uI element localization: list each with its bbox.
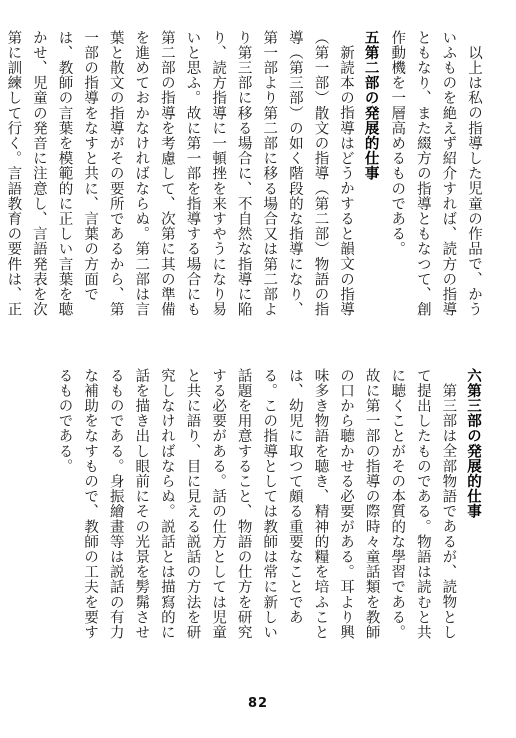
section-heading-5: 五第二部の発展的仕事	[362, 30, 380, 181]
upper-text-block	[5, 30, 486, 318]
paragraph-section-5: 新読本の指導はどうかすると韻文の指導（第一部）散文の指導（第二部）物語の指導（第三部）の如く階段的な指導になり、第一部より第二部に移る場合又は第二部より第三部に移る場合に、不自然な指導に陥り、読方指導に一頓挫を来すやうになり易いと思ふ。故に第一部を指導する場合にも第二部の指導を考慮して、次第に其の準備を進めておかなければならぬ。第二部は言葉と散文の指導がその要所であるから、第一部の指導をなすと共に、言葉の方面では、教師の言葉を模範的に正しい言葉を聴かせ、児童の発音に注意し、言語発表を次第に訓練して行く。言語教育の要件は、正	[5, 30, 355, 317]
page-number: 82	[247, 696, 269, 711]
paragraph-section-6: 第三部は全部物語であるが、読物として提出したものである。物語は読むと共に聴くことがその本質的な學習である。故に第一部の指導の際時々童話類を教師の口から聴かせる必要がある。耳より興味多き物語を聴き、精神的糧を培ふことは、幼児に取つて頗る重要なことである。この指導としては教師は常に新しい話題を用意すること、物語の仕方を研究する必要がある。話の仕方としては児童と共に語り、目に見える説話の方法を研究しなければならぬ。説話とは描寫的に話を描き出し眼前にその光景を髣髴させるものである。身振繪畫等は説話の有力な補助をなすもので、教師の工夫を要するものである。	[56, 368, 457, 640]
paragraph-intro: 以上は私の指導した児童の作品で、かういふものを絶えず紹介すれば、読方の指導ともなり、また綴方の指導ともなつて、創作動機を一層高めるものである。	[389, 30, 482, 317]
lower-text-block	[46, 368, 486, 648]
section-heading-6: 六第三部の発展的仕事	[465, 368, 482, 519]
